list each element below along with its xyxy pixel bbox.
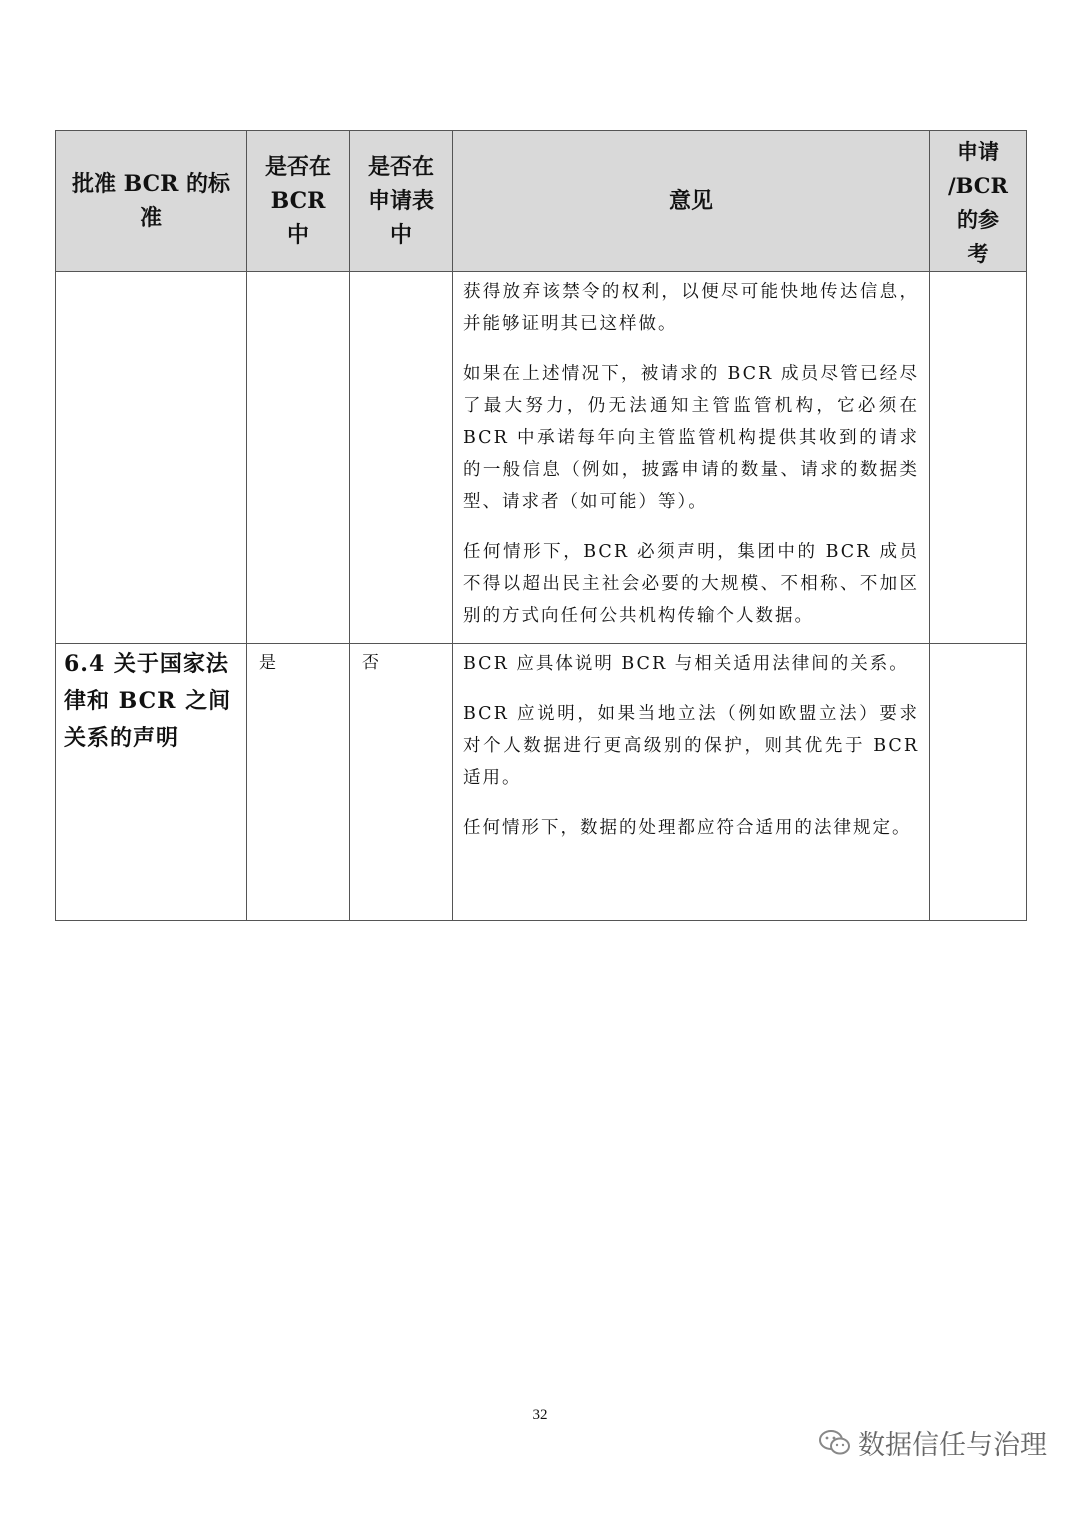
watermark: [818, 1423, 1047, 1462]
page-number: 32: [532, 1407, 548, 1423]
criteria-cell: 6.4 关于国家法律和 BCR 之间关系的声明: [56, 644, 247, 921]
bcr-criteria-table: [55, 130, 1027, 921]
header-in-bcr: 是否在 BCR 中: [247, 131, 350, 272]
header-reference: 申请 /BCR 的参 考: [930, 131, 1027, 272]
in-application-cell: [350, 272, 453, 644]
header-criteria: 批准 BCR 的标 准: [56, 131, 247, 272]
wechat-icon: [818, 1428, 852, 1458]
comment-paragraph: BCR 应说明，如果当地立法（例如欧盟立法）要求对个人数据进行更高级别的保护，则其优先于 BCR 适用。: [463, 704, 919, 788]
in-application-cell: 否: [350, 644, 453, 921]
comment-paragraph: BCR 应具体说明 BCR 与相关适用法律间的关系。: [463, 654, 909, 674]
in-bcr-cell: [247, 272, 350, 644]
table-row: [56, 272, 1027, 644]
comment-paragraph: 任何情形下，BCR 必须声明，集团中的 BCR 成员不得以超出民主社会必要的大规模、不相称、不加区别的方式向任何公共机构传输个人数据。: [463, 542, 919, 626]
table-row: [56, 644, 1027, 921]
comment-paragraph: 如果在上述情况下，被请求的 BCR 成员尽管已经尽了最大努力，仍无法通知主管监管机构，它必须在 BCR 中承诺每年向主管监管机构提供其收到的请求的一般信息（例如，披露申请的数量、请求的数据类型、请求者（如可能）等）。: [463, 364, 919, 512]
reference-cell: [930, 644, 1027, 921]
header-comments: 意见: [453, 131, 930, 272]
criteria-cell: [56, 272, 247, 644]
comments-cell: [453, 272, 930, 644]
reference-cell: [930, 272, 1027, 644]
comments-cell: [453, 644, 930, 921]
comment-paragraph: 获得放弃该禁令的权利，以便尽可能快地传达信息，并能够证明其已这样做。: [463, 282, 919, 334]
header-in-application: 是否在 申请表 中: [350, 131, 453, 272]
table-header-row: [56, 131, 1027, 272]
watermark-text: 数据信任与治理: [858, 1430, 1047, 1461]
comment-paragraph: 任何情形下，数据的处理都应符合适用的法律规定。: [463, 818, 912, 838]
in-bcr-cell: 是: [247, 644, 350, 921]
